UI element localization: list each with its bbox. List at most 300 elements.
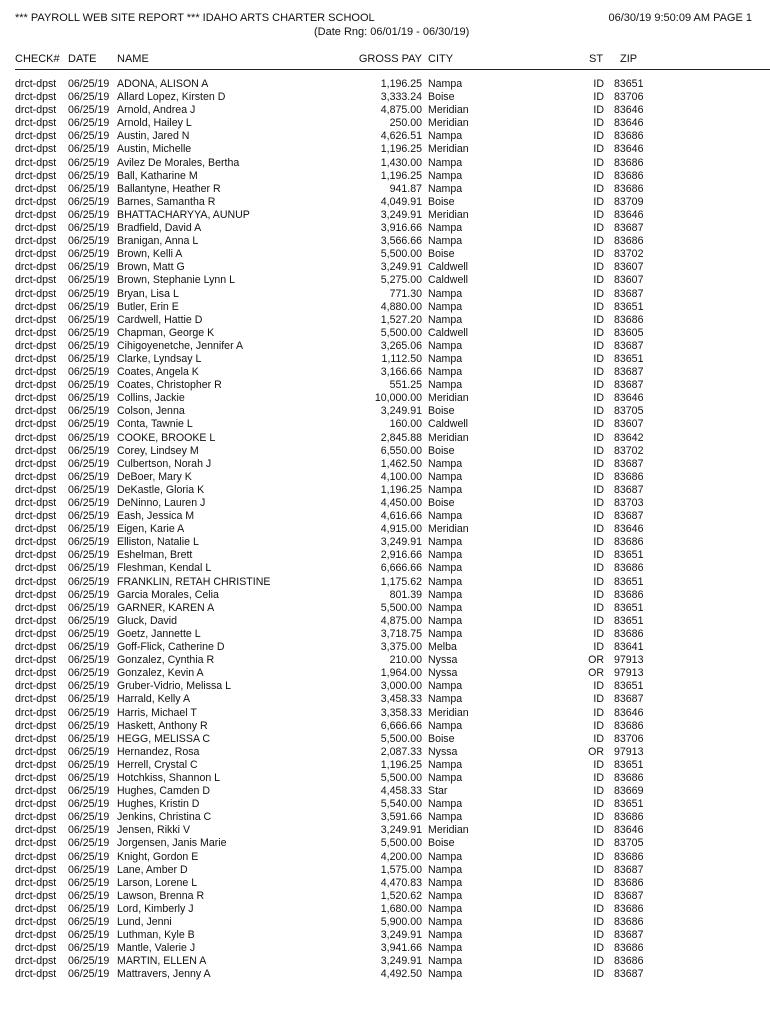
city: Boise — [428, 195, 455, 208]
check-number: drct-dpst — [15, 680, 57, 693]
check-number: drct-dpst — [15, 130, 57, 143]
state: ID — [593, 523, 604, 536]
table-row — [0, 693, 770, 706]
employee-name: Chapman, George K — [117, 326, 215, 339]
city: Boise — [428, 248, 455, 261]
table-row — [0, 248, 770, 261]
gross-pay: 5,500.00 — [380, 732, 422, 745]
state: ID — [593, 287, 604, 300]
check-number: drct-dpst — [15, 117, 57, 130]
employee-name: Brown, Matt G — [117, 261, 185, 274]
zip-code: 83709 — [614, 195, 644, 208]
employee-name: Mantle, Valerie J — [117, 942, 196, 955]
check-date: 06/25/19 — [68, 78, 110, 90]
check-date: 06/25/19 — [68, 745, 110, 758]
employee-name: Coates, Angela K — [117, 366, 199, 379]
table-row — [0, 589, 770, 602]
state: ID — [593, 418, 604, 431]
state: ID — [593, 771, 604, 784]
column-header-zip: ZIP — [620, 53, 638, 65]
check-number: drct-dpst — [15, 483, 57, 496]
employee-name: Lane, Amber D — [117, 863, 188, 876]
gross-pay: 5,500.00 — [380, 837, 422, 850]
check-number: drct-dpst — [15, 326, 57, 339]
gross-pay: 4,450.00 — [380, 497, 422, 509]
check-date: 06/25/19 — [68, 300, 110, 313]
state: ID — [593, 195, 604, 208]
zip-code: 83646 — [614, 706, 644, 719]
check-date: 06/25/19 — [68, 352, 110, 365]
employee-name: Lord, Kimberly J — [117, 902, 194, 915]
city: Nampa — [428, 942, 463, 955]
gross-pay: 250.00 — [389, 117, 422, 130]
check-date: 06/25/19 — [68, 706, 110, 719]
employee-name: DeNinno, Lauren J — [117, 497, 206, 509]
check-number: drct-dpst — [15, 968, 57, 981]
table-row — [0, 811, 770, 824]
gross-pay: 5,500.00 — [380, 248, 422, 261]
city: Nampa — [428, 549, 463, 562]
table-row — [0, 392, 770, 405]
check-date: 06/25/19 — [68, 719, 110, 732]
table-row — [0, 157, 770, 170]
table-row — [0, 497, 770, 510]
employee-name: Hotchkiss, Shannon L — [117, 771, 221, 784]
table-row — [0, 117, 770, 130]
gross-pay: 160.00 — [389, 418, 422, 431]
state: ID — [593, 235, 604, 248]
check-date: 06/25/19 — [68, 274, 110, 287]
city: Nampa — [428, 235, 463, 248]
city: Nampa — [428, 955, 463, 968]
check-number: drct-dpst — [15, 510, 57, 523]
table-row — [0, 576, 770, 589]
check-number: drct-dpst — [15, 588, 57, 601]
zip-code: 83686 — [614, 942, 644, 955]
table-row — [0, 340, 770, 353]
gross-pay: 4,915.00 — [380, 523, 422, 536]
check-number: drct-dpst — [15, 889, 57, 902]
check-number: drct-dpst — [15, 418, 57, 431]
check-number: drct-dpst — [15, 195, 57, 208]
table-row — [0, 615, 770, 628]
check-number: drct-dpst — [15, 104, 57, 117]
employee-name: Fleshman, Kendal L — [117, 562, 212, 575]
employee-name: Haskett, Anthony R — [117, 719, 208, 732]
zip-code: 83702 — [614, 248, 644, 261]
city: Meridian — [428, 208, 469, 221]
gross-pay: 3,265.06 — [380, 339, 422, 352]
city: Nampa — [428, 758, 463, 771]
check-number: drct-dpst — [15, 523, 57, 536]
check-date: 06/25/19 — [68, 261, 110, 274]
gross-pay: 801.39 — [389, 588, 422, 601]
gross-pay: 1,112.50 — [381, 352, 422, 365]
state: ID — [593, 785, 604, 798]
gross-pay: 4,875.00 — [380, 104, 422, 117]
check-date: 06/25/19 — [68, 968, 110, 981]
gross-pay: 4,875.00 — [380, 614, 422, 627]
city: Nampa — [428, 693, 463, 706]
gross-pay: 5,500.00 — [380, 771, 422, 784]
check-number: drct-dpst — [15, 352, 57, 365]
zip-code: 83686 — [614, 811, 644, 824]
state: ID — [593, 483, 604, 496]
gross-pay: 3,249.91 — [380, 536, 422, 549]
table-row — [0, 707, 770, 720]
city: Boise — [428, 91, 455, 104]
header-divider — [15, 69, 770, 70]
employee-name: Gluck, David — [117, 614, 178, 627]
table-row — [0, 890, 770, 903]
city: Nampa — [428, 313, 463, 326]
gross-pay: 1,196.25 — [380, 169, 422, 182]
zip-code: 83687 — [614, 889, 644, 902]
table-row — [0, 209, 770, 222]
gross-pay: 3,249.91 — [380, 955, 422, 968]
zip-code: 83686 — [614, 902, 644, 915]
check-number: drct-dpst — [15, 667, 57, 680]
employee-name: Butler, Erin E — [117, 300, 179, 313]
zip-code: 83651 — [614, 78, 644, 90]
check-date: 06/25/19 — [68, 798, 110, 811]
employee-name: Jorgensen, Janis Marie — [117, 837, 227, 850]
table-row — [0, 798, 770, 811]
gross-pay: 3,166.66 — [380, 366, 422, 379]
check-number: drct-dpst — [15, 91, 57, 104]
gross-pay: 3,000.00 — [380, 680, 422, 693]
employee-name: Lawson, Brenna R — [117, 889, 205, 902]
state: ID — [593, 248, 604, 261]
employee-name: HEGG, MELISSA C — [117, 732, 211, 745]
zip-code: 83687 — [614, 929, 644, 942]
zip-code: 83651 — [614, 300, 644, 313]
employee-name: Hernandez, Rosa — [117, 745, 200, 758]
gross-pay: 3,358.33 — [380, 706, 422, 719]
gross-pay: 6,666.66 — [380, 719, 422, 732]
check-date: 06/25/19 — [68, 222, 110, 235]
employee-name: Branigan, Anna L — [117, 235, 199, 248]
employee-name: Garcia Morales, Celia — [117, 588, 219, 601]
table-row — [0, 864, 770, 877]
employee-name: ADONA, ALISON A — [117, 78, 209, 90]
employee-name: Barnes, Samantha R — [117, 195, 216, 208]
state: OR — [588, 667, 604, 680]
state: ID — [593, 863, 604, 876]
check-date: 06/25/19 — [68, 942, 110, 955]
table-row — [0, 405, 770, 418]
table-row — [0, 733, 770, 746]
employee-name: MARTIN, ELLEN A — [117, 955, 207, 968]
table-row — [0, 366, 770, 379]
zip-code: 83686 — [614, 916, 644, 928]
check-number: drct-dpst — [15, 732, 57, 745]
city: Nampa — [428, 536, 463, 549]
zip-code: 83686 — [614, 235, 644, 248]
gross-pay: 1,196.25 — [380, 483, 422, 496]
gross-pay: 5,275.00 — [380, 274, 422, 287]
zip-code: 83687 — [614, 483, 644, 496]
table-row — [0, 641, 770, 654]
city: Nampa — [428, 457, 463, 470]
employee-name: FRANKLIN, RETAH CHRISTINE — [117, 575, 271, 588]
check-date: 06/25/19 — [68, 732, 110, 745]
table-row — [0, 903, 770, 916]
state: ID — [593, 143, 604, 156]
table-row — [0, 510, 770, 523]
zip-code: 83651 — [614, 614, 644, 627]
city: Nampa — [428, 876, 463, 889]
zip-code: 83706 — [614, 732, 644, 745]
check-number: drct-dpst — [15, 824, 57, 837]
state: ID — [593, 497, 604, 509]
city: Nampa — [428, 575, 463, 588]
employee-name: Jensen, Rikki V — [117, 824, 191, 837]
check-date: 06/25/19 — [68, 549, 110, 562]
table-row — [0, 274, 770, 287]
check-date: 06/25/19 — [68, 785, 110, 798]
check-number: drct-dpst — [15, 745, 57, 758]
zip-code: 83686 — [614, 719, 644, 732]
zip-code: 97913 — [614, 654, 644, 667]
table-row — [0, 91, 770, 104]
check-number: drct-dpst — [15, 562, 57, 575]
check-date: 06/25/19 — [68, 575, 110, 588]
check-number: drct-dpst — [15, 850, 57, 863]
city: Nampa — [428, 771, 463, 784]
state: ID — [593, 536, 604, 549]
check-date: 06/25/19 — [68, 366, 110, 379]
zip-code: 83686 — [614, 536, 644, 549]
check-date: 06/25/19 — [68, 156, 110, 169]
check-number: drct-dpst — [15, 837, 57, 850]
report-timestamp-page: 06/30/19 9:50:09 AM PAGE 1 — [608, 12, 752, 24]
zip-code: 83646 — [614, 208, 644, 221]
check-number: drct-dpst — [15, 863, 57, 876]
gross-pay: 3,458.33 — [380, 693, 422, 706]
state: ID — [593, 208, 604, 221]
check-number: drct-dpst — [15, 536, 57, 549]
table-row — [0, 536, 770, 549]
check-date: 06/25/19 — [68, 758, 110, 771]
check-date: 06/25/19 — [68, 379, 110, 392]
employee-name: GARNER, KAREN A — [117, 601, 215, 614]
check-number: drct-dpst — [15, 222, 57, 235]
table-row — [0, 562, 770, 575]
employee-name: Coates, Christopher R — [117, 379, 222, 392]
check-date: 06/25/19 — [68, 104, 110, 117]
table-row — [0, 432, 770, 445]
city: Nyssa — [428, 667, 458, 680]
report-title: *** PAYROLL WEB SITE REPORT *** IDAHO ARTS CHARTER SCHOOL — [15, 12, 375, 24]
gross-pay: 3,718.75 — [380, 627, 422, 640]
zip-code: 83605 — [614, 326, 644, 339]
employee-name: Eigen, Karie A — [117, 523, 185, 536]
city: Boise — [428, 405, 455, 418]
city: Boise — [428, 732, 455, 745]
state: OR — [588, 745, 604, 758]
city: Nampa — [428, 719, 463, 732]
employee-name: Ball, Katharine M — [117, 169, 198, 182]
zip-code: 83705 — [614, 837, 644, 850]
gross-pay: 4,616.66 — [380, 510, 422, 523]
payroll-rows — [0, 78, 770, 981]
table-row — [0, 523, 770, 536]
zip-code: 83646 — [614, 104, 644, 117]
state: ID — [593, 339, 604, 352]
gross-pay: 1,196.25 — [380, 758, 422, 771]
check-number: drct-dpst — [15, 916, 57, 928]
state: OR — [588, 654, 604, 667]
employee-name: Hughes, Camden D — [117, 785, 211, 798]
state: ID — [593, 929, 604, 942]
table-row — [0, 746, 770, 759]
check-date: 06/25/19 — [68, 195, 110, 208]
city: Nampa — [428, 339, 463, 352]
city: Nampa — [428, 287, 463, 300]
check-date: 06/25/19 — [68, 457, 110, 470]
state: ID — [593, 379, 604, 392]
check-number: drct-dpst — [15, 366, 57, 379]
city: Meridian — [428, 104, 469, 117]
state: ID — [593, 130, 604, 143]
city: Caldwell — [428, 274, 469, 287]
check-number: drct-dpst — [15, 143, 57, 156]
gross-pay: 3,249.91 — [380, 208, 422, 221]
city: Nampa — [428, 379, 463, 392]
gross-pay: 3,249.91 — [380, 929, 422, 942]
state: ID — [593, 261, 604, 274]
gross-pay: 4,470.83 — [380, 876, 422, 889]
table-row — [0, 602, 770, 615]
check-date: 06/25/19 — [68, 614, 110, 627]
check-number: drct-dpst — [15, 575, 57, 588]
city: Nampa — [428, 968, 463, 981]
state: ID — [593, 824, 604, 837]
check-number: drct-dpst — [15, 811, 57, 824]
check-number: drct-dpst — [15, 169, 57, 182]
check-date: 06/25/19 — [68, 287, 110, 300]
check-date: 06/25/19 — [68, 510, 110, 523]
state: ID — [593, 798, 604, 811]
zip-code: 83651 — [614, 680, 644, 693]
city: Nampa — [428, 352, 463, 365]
gross-pay: 1,575.00 — [380, 863, 422, 876]
table-row — [0, 955, 770, 968]
table-row — [0, 759, 770, 772]
check-date: 06/25/19 — [68, 117, 110, 130]
state: ID — [593, 955, 604, 968]
table-row — [0, 130, 770, 143]
column-header-city: CITY — [428, 53, 454, 65]
employee-name: Austin, Jared N — [117, 130, 190, 143]
city: Nampa — [428, 614, 463, 627]
zip-code: 83646 — [614, 143, 644, 156]
gross-pay: 771.30 — [389, 287, 422, 300]
gross-pay: 4,880.00 — [380, 300, 422, 313]
state: ID — [593, 366, 604, 379]
gross-pay: 1,175.62 — [380, 575, 422, 588]
gross-pay: 941.87 — [389, 182, 422, 195]
state: ID — [593, 680, 604, 693]
state: ID — [593, 614, 604, 627]
gross-pay: 551.25 — [389, 379, 422, 392]
state: ID — [593, 352, 604, 365]
check-date: 06/25/19 — [68, 235, 110, 248]
employee-name: Cardwell, Hattie D — [117, 313, 203, 326]
gross-pay: 1,196.25 — [380, 78, 422, 90]
state: ID — [593, 627, 604, 640]
state: ID — [593, 300, 604, 313]
table-row — [0, 418, 770, 431]
check-number: drct-dpst — [15, 313, 57, 326]
check-number: drct-dpst — [15, 392, 57, 405]
employee-name: Avilez De Morales, Bertha — [117, 156, 240, 169]
employee-name: DeBoer, Mary K — [117, 470, 192, 483]
table-row — [0, 314, 770, 327]
zip-code: 83651 — [614, 798, 644, 811]
zip-code: 83687 — [614, 222, 644, 235]
zip-code: 83686 — [614, 130, 644, 143]
zip-code: 83703 — [614, 497, 644, 509]
employee-name: Hughes, Kristin D — [117, 798, 200, 811]
check-number: drct-dpst — [15, 274, 57, 287]
check-date: 06/25/19 — [68, 182, 110, 195]
employee-name: Jenkins, Christina C — [117, 811, 212, 824]
check-date: 06/25/19 — [68, 588, 110, 601]
check-date: 06/25/19 — [68, 929, 110, 942]
check-number: drct-dpst — [15, 444, 57, 457]
check-number: drct-dpst — [15, 470, 57, 483]
check-number: drct-dpst — [15, 208, 57, 221]
employee-name: Gruber-Vidrio, Melissa L — [117, 680, 232, 693]
table-row — [0, 379, 770, 392]
gross-pay: 5,500.00 — [380, 326, 422, 339]
gross-pay: 1,964.00 — [380, 667, 422, 680]
gross-pay: 2,087.33 — [380, 745, 422, 758]
table-row — [0, 824, 770, 837]
table-row — [0, 877, 770, 890]
gross-pay: 4,100.00 — [380, 470, 422, 483]
gross-pay: 1,196.25 — [380, 143, 422, 156]
zip-code: 83607 — [614, 274, 644, 287]
check-number: drct-dpst — [15, 405, 57, 418]
state: ID — [593, 457, 604, 470]
gross-pay: 3,249.91 — [380, 261, 422, 274]
gross-pay: 4,049.91 — [380, 195, 422, 208]
employee-name: Collins, Jackie — [117, 392, 185, 405]
employee-name: BHATTACHARYYA, AUNUP — [117, 208, 250, 221]
table-row — [0, 301, 770, 314]
check-date: 06/25/19 — [68, 91, 110, 104]
check-date: 06/25/19 — [68, 916, 110, 928]
zip-code: 83686 — [614, 771, 644, 784]
state: ID — [593, 641, 604, 654]
state: ID — [593, 876, 604, 889]
city: Meridian — [428, 706, 469, 719]
city: Nampa — [428, 562, 463, 575]
state: ID — [593, 968, 604, 981]
employee-name: Goff-Flick, Catherine D — [117, 641, 225, 654]
state: ID — [593, 326, 604, 339]
table-row — [0, 916, 770, 929]
city: Boise — [428, 444, 455, 457]
table-row — [0, 143, 770, 156]
table-row — [0, 968, 770, 981]
table-row — [0, 680, 770, 693]
check-date: 06/25/19 — [68, 497, 110, 509]
city: Nampa — [428, 156, 463, 169]
